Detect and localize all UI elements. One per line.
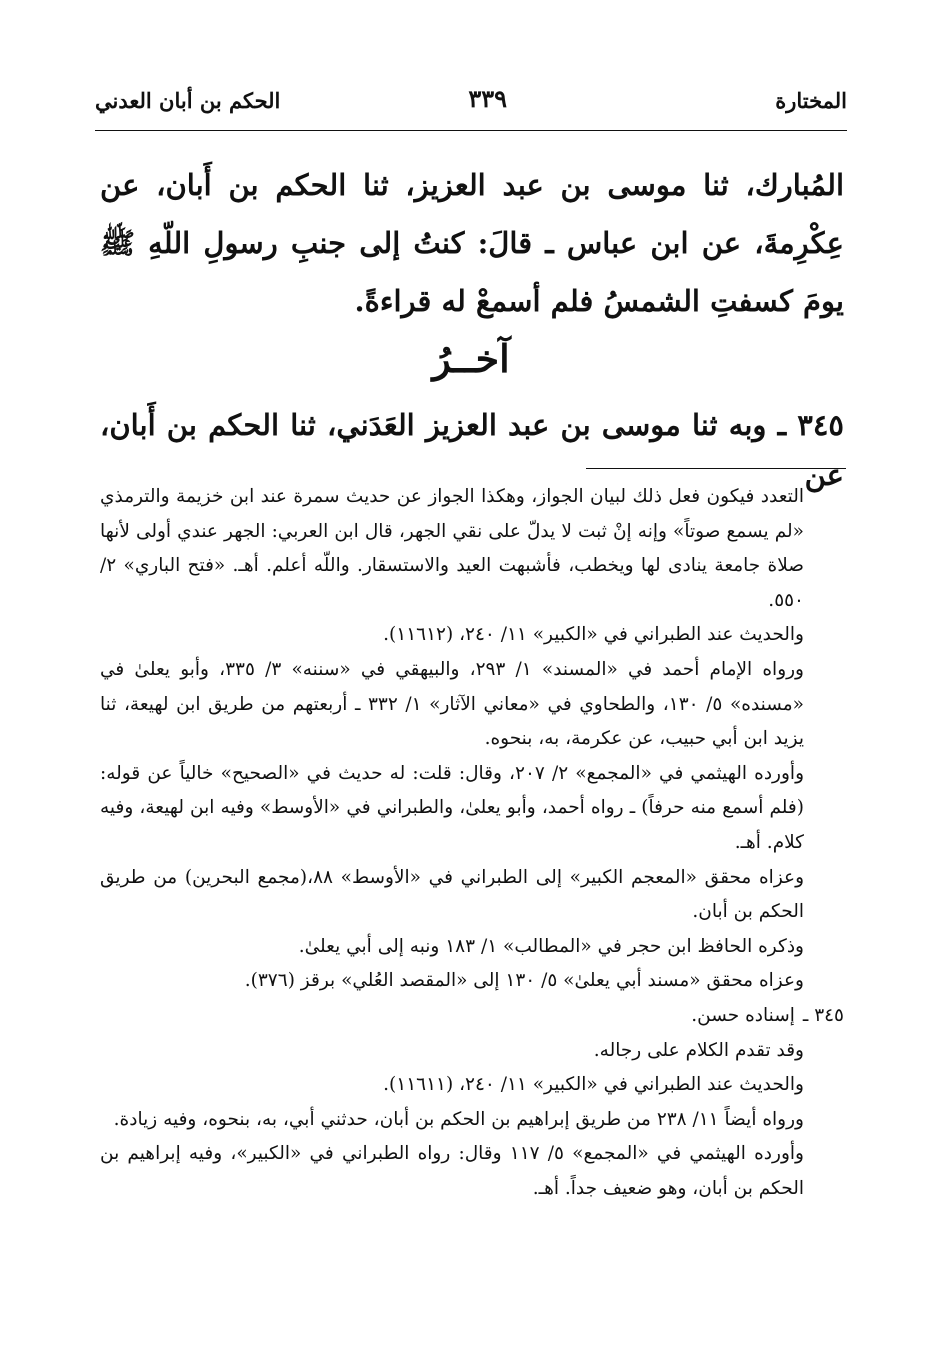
section-title: المختارة: [775, 88, 847, 113]
footnotes: [100, 480, 844, 1206]
footnote-345-first-line: إسناده حسن.: [691, 1004, 795, 1026]
header-rule: [95, 130, 847, 131]
section-heading: آخــرُ: [432, 336, 510, 381]
footnote-345: [100, 999, 844, 1034]
hadith-345-opening: ٣٤٥ ـ وبه ثنا موسى بن عبد العزيز العَدَني، ثنا الحكم بن أَبان، عن: [100, 408, 844, 492]
footnote-paragraph: وعزاه محقق «مسند أبي يعلىٰ» ٥/ ١٣٠ إلى «المقصد العُلي» برقز (٣٧٦).: [244, 970, 804, 992]
footnote-rule: [586, 468, 846, 469]
footnote-paragraph: وعزاه محقق «المعجم الكبير» إلى الطبراني في «الأوسط» ٨٨،(مجمع البحرين) من طريق الحكم بن أبان.: [100, 866, 804, 923]
footnote-paragraph: ورواه أيضاً ١١/ ٢٣٨ من طريق إبراهيم بن الحكم بن أبان، حدثني أبي، به، بنحوه، وفيه زيادة.: [113, 1108, 804, 1130]
running-head: [95, 84, 847, 128]
chapter-title: الحكم بن أبان العدني: [95, 88, 281, 113]
footnote-number: ٣٤٥ ـ: [802, 1004, 844, 1026]
footnote-paragraph: والحديث عند الطبراني في «الكبير» ١١/ ٢٤٠، (١١٦١٢).: [383, 624, 804, 646]
main-hadith-text: المُبارك، ثنا موسى بن عبد العزيز، ثنا الحكم بن أَبان، عن عِكْرِمةَ، عن ابن عباس ـ قالَ: كنتُ إلى جنبِ رسولِ اللّهِ ﷺ يومَ كسفتِ الشمسُ فلم أسمعْ له قراءةً.: [100, 168, 844, 318]
footnote-paragraph: وأورده الهيثمي في «المجمع» ٥/ ١١٧ وقال: رواه الطبراني في «الكبير»، وفيه إبراهيم بن الحكم بن أبان، وهو ضعيف جداً. أهـ.: [100, 1143, 804, 1199]
footnote-paragraph: وقد تقدم الكلام على رجاله.: [593, 1039, 804, 1061]
footnote-paragraph: والحديث عند الطبراني في «الكبير» ١١/ ٢٤٠، (١١٦١١).: [383, 1074, 804, 1096]
footnote-paragraph: وأورده الهيثمي في «المجمع» ٢/ ٢٠٧، وقال: قلت: له حديث في «الصحيح» خالياً عن قوله: (فلم أسمع منه حرفاً) ـ رواه أحمد، وأبو يعلىٰ، والطبراني في «الأوسط» وفيه ابن لهيعة، وفيه كلام. أهـ.: [100, 762, 805, 853]
footnote-paragraph: ورواه الإمام أحمد في «المسند» ١/ ٢٩٣، والبيهقي في «سننه» ٣/ ٣٣٥، وأبو يعلىٰ في «مسنده» ٥/ ١٣٠، والطحاوي في «معاني الآثار» ١/ ٣٣٢ ـ أربعتهم من طريق ابن لهيعة، ثنا يزيد ابن أبي حبيب، عن عكرمة، به، بنحوه.: [100, 658, 804, 750]
footnote-paragraph: وذكره الحافظ ابن حجر في «المطالب» ١/ ١٨٣ ونبه إلى أبي يعلىٰ.: [298, 935, 804, 957]
page-number: ٣٣٩: [468, 84, 507, 113]
footnote-paragraph: التعدد فيكون فعل ذلك لبيان الجواز، وهكذا الجواز عن حديث سمرة عند ابن خزيمة والترمذي «لم يسمع صوتاً» وإنه إنْ ثبت لا يدلّ على نقي الجهر، قال ابن العربي: الجهر عندي أولى لأنها صلاة جامعة ينادى لها ويخطب، فأشبهت العيد والاستسقار. واللّه أعلم. أهـ. «فتح الباري» ٢/ ٥٥٠.: [100, 486, 804, 611]
